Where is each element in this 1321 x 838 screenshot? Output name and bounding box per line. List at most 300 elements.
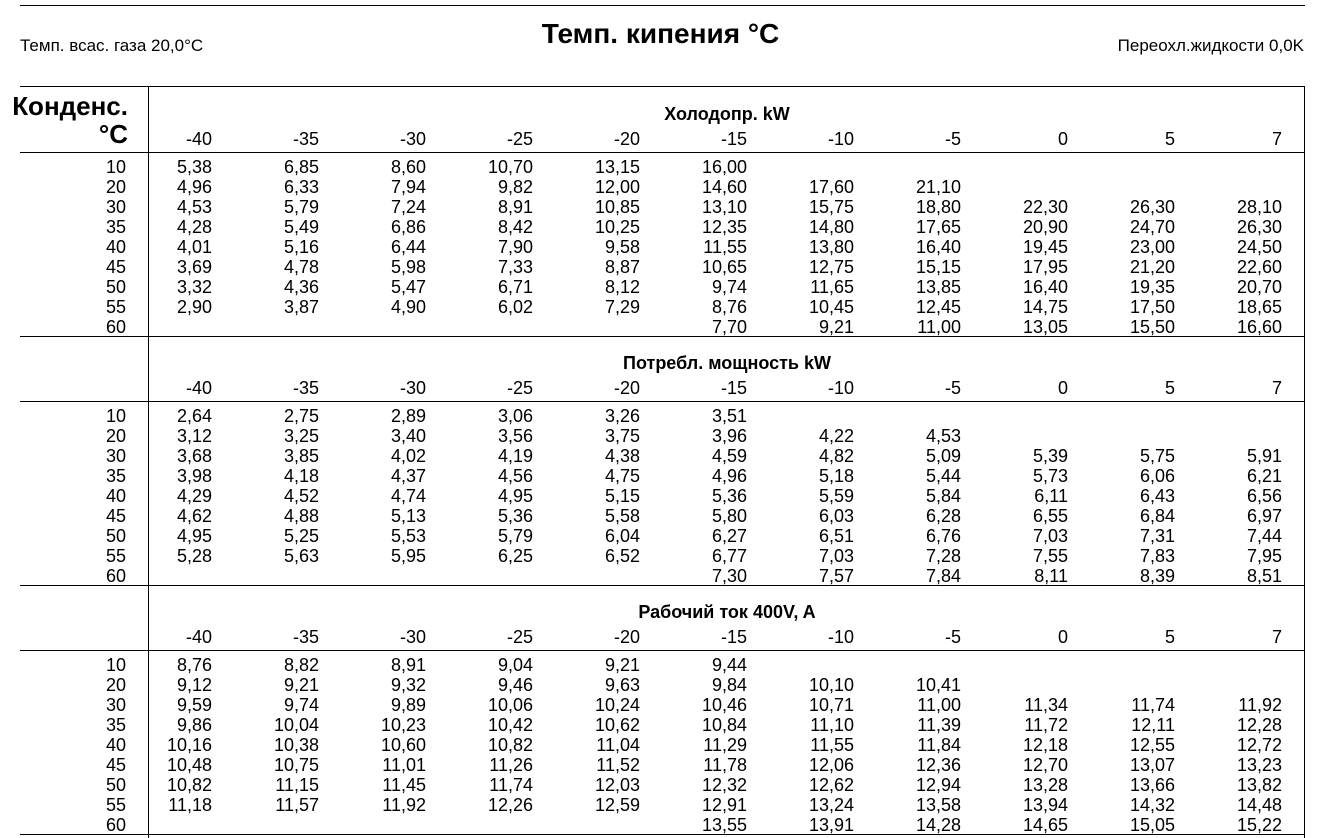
table-cell: 5,63: [283, 546, 319, 566]
table-cell: 11,34: [1024, 695, 1068, 715]
condensing-temp-cell: 35: [105, 466, 126, 486]
table-cell: 6,21: [1246, 466, 1282, 486]
table-cell: 14,48: [1236, 795, 1282, 815]
table-cell: 14,65: [1022, 815, 1068, 835]
evap-temp-header: -40: [185, 378, 212, 398]
table-cell: 7,29: [604, 297, 640, 317]
condensing-temp-cell: 55: [105, 795, 126, 815]
table-cell: 11,18: [168, 795, 212, 815]
table-cell: 5,38: [176, 157, 212, 177]
table-cell: 4,53: [925, 426, 961, 446]
table-cell: 5,79: [283, 197, 319, 217]
evap-temp-header: -5: [944, 627, 961, 647]
table-cell: 9,46: [497, 675, 533, 695]
table-cell: 4,90: [390, 297, 426, 317]
table-cell: 4,75: [604, 466, 640, 486]
condensing-temp-cell: 55: [105, 546, 126, 566]
table-row: [0, 815, 1321, 835]
table-cell: 4,74: [390, 486, 426, 506]
evap-temp-header: -20: [613, 129, 640, 149]
table-cell: 6,43: [1139, 486, 1175, 506]
table-cell: 13,82: [1236, 775, 1282, 795]
table-cell: 6,71: [497, 277, 533, 297]
table-cell: 4,88: [283, 506, 319, 526]
condensing-temp-cell: 30: [105, 695, 126, 715]
condensing-temp-cell: 20: [105, 177, 126, 197]
table-cell: 6,77: [711, 546, 747, 566]
table-cell: 7,24: [390, 197, 426, 217]
table-cell: 10,82: [487, 735, 533, 755]
table-cell: 17,65: [915, 217, 961, 237]
table-row: [0, 317, 1321, 337]
table-cell: 21,10: [915, 177, 961, 197]
evap-temp-header: -25: [506, 378, 533, 398]
table-cell: 11,84: [917, 735, 961, 755]
table-cell: 9,21: [818, 317, 854, 337]
table-cell: 12,75: [808, 257, 854, 277]
condensing-temp-cell: 30: [105, 446, 126, 466]
table-row: [0, 755, 1321, 775]
table-cell: 11,92: [1238, 695, 1282, 715]
table-cell: 14,75: [1022, 297, 1068, 317]
condensing-temp-cell: 50: [105, 775, 126, 795]
table-cell: 8,12: [604, 277, 640, 297]
table-cell: 14,32: [1129, 795, 1175, 815]
section-title-power-consumption: Потребл. мощность kW: [623, 353, 831, 373]
evap-temp-header: -30: [399, 129, 426, 149]
table-cell: 20,70: [1236, 277, 1282, 297]
table-rule: [20, 86, 1305, 87]
table-cell: 10,84: [701, 715, 747, 735]
table-cell: 18,80: [915, 197, 961, 217]
table-cell: 13,66: [1129, 775, 1175, 795]
top-rule: [20, 5, 1305, 6]
table-cell: 11,15: [275, 775, 319, 795]
table-cell: 2,75: [283, 406, 319, 426]
table-cell: 14,80: [808, 217, 854, 237]
table-cell: 12,45: [915, 297, 961, 317]
table-cell: 10,82: [166, 775, 212, 795]
table-cell: 11,57: [275, 795, 319, 815]
table-cell: 5,53: [390, 526, 426, 546]
table-cell: 10,23: [380, 715, 426, 735]
table-cell: 6,28: [925, 506, 961, 526]
table-cell: 9,44: [711, 655, 747, 675]
table-row: [0, 735, 1321, 755]
table-cell: 12,55: [1129, 735, 1175, 755]
table-cell: 2,90: [176, 297, 212, 317]
table-cell: 7,95: [1246, 546, 1282, 566]
table-cell: 5,47: [390, 277, 426, 297]
table-cell: 5,73: [1032, 466, 1068, 486]
table-cell: 10,70: [487, 157, 533, 177]
table-row: [0, 566, 1321, 586]
evap-temp-header: -20: [613, 378, 640, 398]
table-row: [0, 277, 1321, 297]
table-cell: 12,11: [1131, 715, 1175, 735]
table-cell: 16,00: [701, 157, 747, 177]
table-cell: 11,78: [703, 755, 747, 775]
table-cell: 10,45: [808, 297, 854, 317]
table-cell: 3,12: [176, 426, 212, 446]
table-cell: 5,75: [1139, 446, 1175, 466]
table-cell: 10,42: [487, 715, 533, 735]
table-cell: 10,46: [701, 695, 747, 715]
condensing-temp-cell: 40: [105, 237, 126, 257]
table-cell: 3,40: [390, 426, 426, 446]
table-cell: 10,75: [273, 755, 319, 775]
table-cell: 4,96: [711, 466, 747, 486]
table-cell: 4,53: [176, 197, 212, 217]
table-cell: 5,25: [283, 526, 319, 546]
table-row: [0, 297, 1321, 317]
table-cell: 6,25: [497, 546, 533, 566]
table-row: [0, 695, 1321, 715]
table-cell: 7,94: [390, 177, 426, 197]
table-cell: 6,11: [1034, 486, 1068, 506]
table-row: [0, 526, 1321, 546]
condensing-temp-cell: 30: [105, 197, 126, 217]
section-title-cooling-capacity: Холодопр. kW: [664, 104, 790, 124]
table-cell: 7,28: [925, 546, 961, 566]
evap-temp-header: -40: [185, 627, 212, 647]
condensing-temp-cell: 45: [105, 257, 126, 277]
table-cell: 4,59: [711, 446, 747, 466]
table-cell: 12,06: [808, 755, 854, 775]
table-cell: 7,57: [818, 566, 854, 586]
condensing-temp-cell: 50: [105, 277, 126, 297]
table-cell: 17,60: [808, 177, 854, 197]
evap-temp-header: -10: [827, 378, 854, 398]
table-row: [0, 217, 1321, 237]
evap-temp-header-row: [0, 627, 1321, 647]
table-cell: 4,62: [176, 506, 212, 526]
table-cell: 5,36: [497, 506, 533, 526]
evap-temp-header: -15: [720, 627, 747, 647]
evap-temp-header: -30: [399, 627, 426, 647]
table-cell: 3,68: [176, 446, 212, 466]
table-cell: 11,39: [917, 715, 961, 735]
table-cell: 12,94: [915, 775, 961, 795]
evap-temp-header: 7: [1271, 129, 1282, 149]
table-cell: 11,55: [810, 735, 854, 755]
table-cell: 7,31: [1139, 526, 1175, 546]
condensing-temp-cell: 55: [105, 297, 126, 317]
table-cell: 5,36: [711, 486, 747, 506]
condensing-temp-cell: 60: [105, 566, 126, 586]
table-row: [0, 257, 1321, 277]
table-cell: 8,91: [390, 655, 426, 675]
evap-temp-header: 5: [1164, 129, 1175, 149]
condensing-temp-cell: 35: [105, 715, 126, 735]
table-cell: 16,60: [1236, 317, 1282, 337]
table-cell: 6,56: [1246, 486, 1282, 506]
table-cell: 5,18: [818, 466, 854, 486]
table-cell: 4,19: [497, 446, 533, 466]
evap-temp-header: 0: [1057, 627, 1068, 647]
evap-temp-header: -10: [827, 627, 854, 647]
evap-temp-header: -5: [944, 378, 961, 398]
table-cell: 12,59: [594, 795, 640, 815]
table-cell: 13,24: [808, 795, 854, 815]
condensing-temp-cell: 40: [105, 735, 126, 755]
condensing-temp-label-line1: Конденс.: [12, 91, 128, 121]
table-cell: 21,20: [1129, 257, 1175, 277]
table-row: [0, 775, 1321, 795]
table-cell: 9,32: [390, 675, 426, 695]
table-cell: 6,04: [604, 526, 640, 546]
table-cell: 13,80: [808, 237, 854, 257]
table-cell: 12,70: [1022, 755, 1068, 775]
table-cell: 10,60: [380, 735, 426, 755]
table-row: [0, 486, 1321, 506]
table-cell: 12,03: [594, 775, 640, 795]
table-cell: 3,69: [176, 257, 212, 277]
condensing-temp-cell: 35: [105, 217, 126, 237]
table-cell: 7,30: [711, 566, 747, 586]
table-row: [0, 466, 1321, 486]
table-row: [0, 675, 1321, 695]
table-cell: 20,90: [1022, 217, 1068, 237]
table-cell: 19,45: [1022, 237, 1068, 257]
table-cell: 11,72: [1024, 715, 1068, 735]
table-cell: 12,62: [808, 775, 854, 795]
table-cell: 24,70: [1129, 217, 1175, 237]
table-rule: [20, 650, 1305, 651]
table-cell: 5,13: [390, 506, 426, 526]
table-cell: 13,23: [1236, 755, 1282, 775]
table-cell: 10,85: [594, 197, 640, 217]
evap-temp-header: -10: [827, 129, 854, 149]
evap-temp-header: -25: [506, 627, 533, 647]
table-cell: 12,26: [487, 795, 533, 815]
table-cell: 14,28: [915, 815, 961, 835]
table-row: [0, 546, 1321, 566]
table-cell: 8,91: [497, 197, 533, 217]
table-cell: 9,63: [604, 675, 640, 695]
table-cell: 4,56: [497, 466, 533, 486]
table-cell: 4,02: [390, 446, 426, 466]
condensing-temp-cell: 45: [105, 755, 126, 775]
table-cell: 8,60: [390, 157, 426, 177]
table-cell: 11,00: [917, 695, 961, 715]
table-cell: 12,36: [915, 755, 961, 775]
table-cell: 8,51: [1246, 566, 1282, 586]
table-row: [0, 157, 1321, 177]
table-cell: 5,95: [390, 546, 426, 566]
evap-temp-header: 5: [1164, 378, 1175, 398]
evap-temp-header: -5: [944, 129, 961, 149]
evap-temp-header: 0: [1057, 129, 1068, 149]
table-cell: 10,25: [594, 217, 640, 237]
table-cell: 3,26: [604, 406, 640, 426]
table-cell: 10,41: [915, 675, 961, 695]
table-cell: 9,58: [604, 237, 640, 257]
table-cell: 10,06: [487, 695, 533, 715]
table-cell: 9,21: [604, 655, 640, 675]
table-cell: 13,94: [1022, 795, 1068, 815]
table-cell: 5,15: [604, 486, 640, 506]
table-cell: 3,25: [283, 426, 319, 446]
table-cell: 3,06: [497, 406, 533, 426]
table-cell: 17,95: [1022, 257, 1068, 277]
table-cell: 8,42: [497, 217, 533, 237]
table-row: [0, 446, 1321, 466]
evap-temp-header: -15: [720, 378, 747, 398]
table-cell: 4,29: [176, 486, 212, 506]
table-cell: 5,09: [925, 446, 961, 466]
evap-temp-header: 7: [1271, 627, 1282, 647]
table-cell: 5,80: [711, 506, 747, 526]
evap-temp-header: 0: [1057, 378, 1068, 398]
condensing-temp-cell: 60: [105, 317, 126, 337]
evap-temp-header: -30: [399, 378, 426, 398]
table-cell: 6,97: [1246, 506, 1282, 526]
table-cell: 5,84: [925, 486, 961, 506]
table-cell: 13,55: [701, 815, 747, 835]
table-cell: 22,60: [1236, 257, 1282, 277]
table-cell: 7,44: [1246, 526, 1282, 546]
table-cell: 11,45: [382, 775, 426, 795]
table-cell: 12,00: [594, 177, 640, 197]
table-cell: 4,36: [283, 277, 319, 297]
evap-temp-header-row: [0, 378, 1321, 398]
table-cell: 8,11: [1034, 566, 1068, 586]
table-cell: 5,28: [176, 546, 212, 566]
table-cell: 11,01: [382, 755, 426, 775]
table-cell: 4,38: [604, 446, 640, 466]
table-cell: 28,10: [1236, 197, 1282, 217]
table-cell: 10,48: [166, 755, 212, 775]
table-cell: 15,50: [1129, 317, 1175, 337]
table-cell: 15,22: [1236, 815, 1282, 835]
condensing-temp-cell: 40: [105, 486, 126, 506]
condensing-temp-cell: 20: [105, 675, 126, 695]
condensing-temp-cell: 60: [105, 815, 126, 835]
table-cell: 5,59: [818, 486, 854, 506]
evap-temp-header: -25: [506, 129, 533, 149]
table-cell: 4,95: [497, 486, 533, 506]
table-cell: 13,10: [701, 197, 747, 217]
table-cell: 12,28: [1236, 715, 1282, 735]
table-row: [0, 197, 1321, 217]
table-cell: 12,18: [1022, 735, 1068, 755]
table-cell: 6,44: [390, 237, 426, 257]
table-cell: 8,39: [1139, 566, 1175, 586]
table-cell: 12,72: [1236, 735, 1282, 755]
table-row: [0, 715, 1321, 735]
table-cell: 8,76: [176, 655, 212, 675]
table-cell: 11,55: [703, 237, 747, 257]
table-cell: 3,85: [283, 446, 319, 466]
table-cell: 5,79: [497, 526, 533, 546]
table-row: [0, 237, 1321, 257]
table-cell: 6,51: [818, 526, 854, 546]
condensing-temp-cell: 45: [105, 506, 126, 526]
table-cell: 12,91: [701, 795, 747, 815]
evap-temp-header-row: [0, 129, 1321, 149]
table-cell: 7,84: [925, 566, 961, 586]
table-cell: 6,02: [497, 297, 533, 317]
table-cell: 10,71: [808, 695, 854, 715]
condensing-temp-label-unit: °C: [98, 119, 128, 149]
table-row: [0, 655, 1321, 675]
table-cell: 7,83: [1139, 546, 1175, 566]
table-cell: 4,28: [176, 217, 212, 237]
table-cell: 6,85: [283, 157, 319, 177]
table-rule: [20, 152, 1305, 153]
table-row: [0, 406, 1321, 426]
table-cell: 15,15: [915, 257, 961, 277]
table-cell: 7,90: [497, 237, 533, 257]
table-cell: 2,64: [176, 406, 212, 426]
table-cell: 9,82: [497, 177, 533, 197]
table-cell: 26,30: [1129, 197, 1175, 217]
table-cell: 5,58: [604, 506, 640, 526]
table-cell: 10,62: [594, 715, 640, 735]
table-row: [0, 426, 1321, 446]
evap-temp-header: -35: [292, 378, 319, 398]
evap-temp-header: 5: [1164, 627, 1175, 647]
table-rule: [20, 401, 1305, 402]
table-cell: 10,16: [166, 735, 212, 755]
table-cell: 5,91: [1246, 446, 1282, 466]
table-row: [0, 795, 1321, 815]
table-cell: 10,65: [701, 257, 747, 277]
table-cell: 11,29: [703, 735, 747, 755]
table-cell: 11,92: [382, 795, 426, 815]
table-cell: 7,33: [497, 257, 533, 277]
table-cell: 3,96: [711, 426, 747, 446]
table-cell: 13,58: [915, 795, 961, 815]
table-cell: 4,18: [283, 466, 319, 486]
table-cell: 7,03: [818, 546, 854, 566]
section-title-operating-current: Рабочий ток 400V, A: [638, 602, 816, 622]
evap-temp-header: -15: [720, 129, 747, 149]
table-cell: 5,39: [1032, 446, 1068, 466]
table-cell: 5,16: [283, 237, 319, 257]
table-cell: 4,78: [283, 257, 319, 277]
table-cell: 15,75: [808, 197, 854, 217]
table-cell: 6,27: [711, 526, 747, 546]
table-cell: 2,89: [390, 406, 426, 426]
table-cell: 10,10: [808, 675, 854, 695]
evap-temp-header: -40: [185, 129, 212, 149]
table-cell: 3,87: [283, 297, 319, 317]
table-cell: 15,05: [1129, 815, 1175, 835]
table-cell: 3,75: [604, 426, 640, 446]
suction-gas-temp: Темп. всас. газа 20,0°C: [20, 36, 204, 55]
evap-temp-header: -35: [292, 129, 319, 149]
table-cell: 4,37: [390, 466, 426, 486]
table-cell: 13,15: [594, 157, 640, 177]
table-cell: 9,89: [390, 695, 426, 715]
table-cell: 8,76: [711, 297, 747, 317]
table-cell: 12,32: [701, 775, 747, 795]
table-cell: 14,60: [701, 177, 747, 197]
condensing-temp-cell: 10: [105, 157, 126, 177]
table-cell: 4,52: [283, 486, 319, 506]
table-cell: 10,38: [273, 735, 319, 755]
table-cell: 6,06: [1139, 466, 1175, 486]
table-cell: 9,04: [497, 655, 533, 675]
table-cell: 6,33: [283, 177, 319, 197]
table-cell: 13,05: [1022, 317, 1068, 337]
table-cell: 6,03: [818, 506, 854, 526]
table-cell: 12,35: [701, 217, 747, 237]
table-cell: 9,12: [176, 675, 212, 695]
page-title: Темп. кипения °C: [541, 18, 780, 49]
